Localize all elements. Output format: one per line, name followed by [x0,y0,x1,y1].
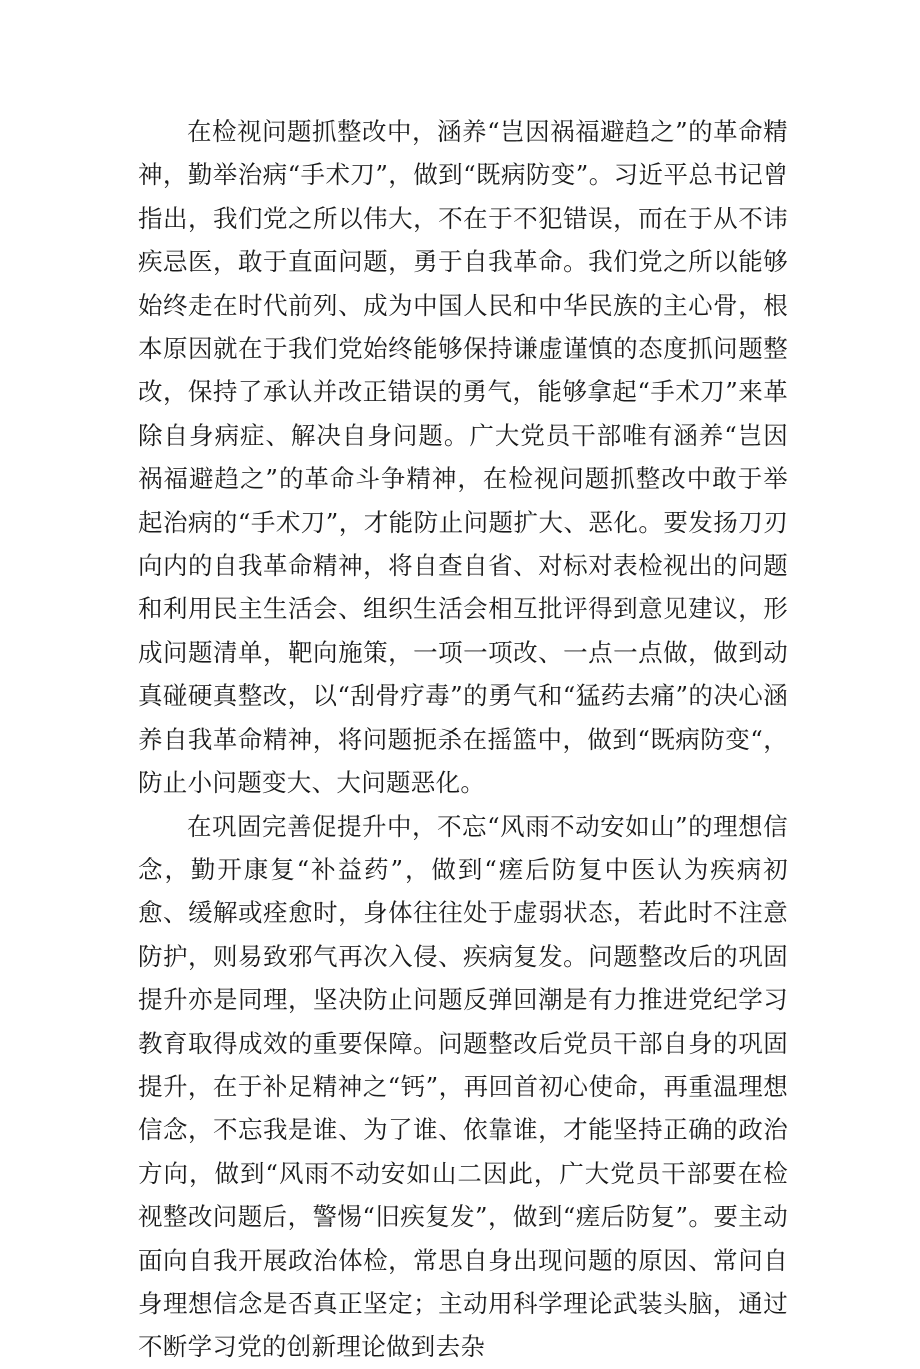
paragraph-2: 在巩固完善促提升中，不忘“风雨不动安如山”的理想信念，勤开康复“补益药”，做到“瘥后防复中医认为疾病初愈、缓解或痊愈时，身体往往处于虚弱状态，若此时不注意防护，则易致邪气再次入侵、疾病复发。问题整改后的巩固提升亦是同理，坚决防止问题反弹回潮是有力推进党纪学习教育取得成效的重要保障。问题整改后党员干部自身的巩固提升，在于补足精神之“钙”，再回首初心使命，再重温理想信念，不忘我是谁、为了谁、依靠谁，才能坚持正确的政治方向，做到“风雨不动安如山二因此，广大党员干部要在检视整改问题后，警惕“旧疾复发”，做到“瘥后防复”。要主动面向自我开展政治体检，常思自身出现问题的原因、常问自身理想信念是否真正坚定；主动用科学理论武装头脑，通过不断学习党的创新理论做到去杂 [138,811,788,1362]
paragraph-1: 在检视问题抓整改中，涵养“岂因祸福避趋之”的革命精神，勤举治病“手术刀”，做到“既病防变”。习近平总书记曾指出，我们党之所以伟大，不在于不犯错误，而在于从不讳疾忌医，敢于直面问题，勇于自我革命。我们党之所以能够始终走在时代前列、成为中国人民和中华民族的主心骨，根本原因就在于我们党始终能够保持谦虚谨慎的态度抓问题整改，保持了承认并改正错误的勇气，能够拿起“手术刀”来革除自身病症、解决自身问题。广大党员干部唯有涵养“岂因祸福避趋之”的革命斗争精神，在检视问题抓整改中敢于举起治病的“手术刀”，才能防止问题扩大、恶化。要发扬刀刃向内的自我革命精神，将自查自省、对标对表检视出的问题和利用民主生活会、组织生活会相互批评得到意见建议，形成问题清单，靶向施策，一项一项改、一点一点做，做到动真碰硬真整改，以“刮骨疗毒”的勇气和“猛药去痛”的决心涵养自我革命精神，将问题扼杀在摇篮中，做到“既病防变“，防止小问题变大、大问题恶化。 [138,117,788,798]
document-body [138,110,788,1369]
